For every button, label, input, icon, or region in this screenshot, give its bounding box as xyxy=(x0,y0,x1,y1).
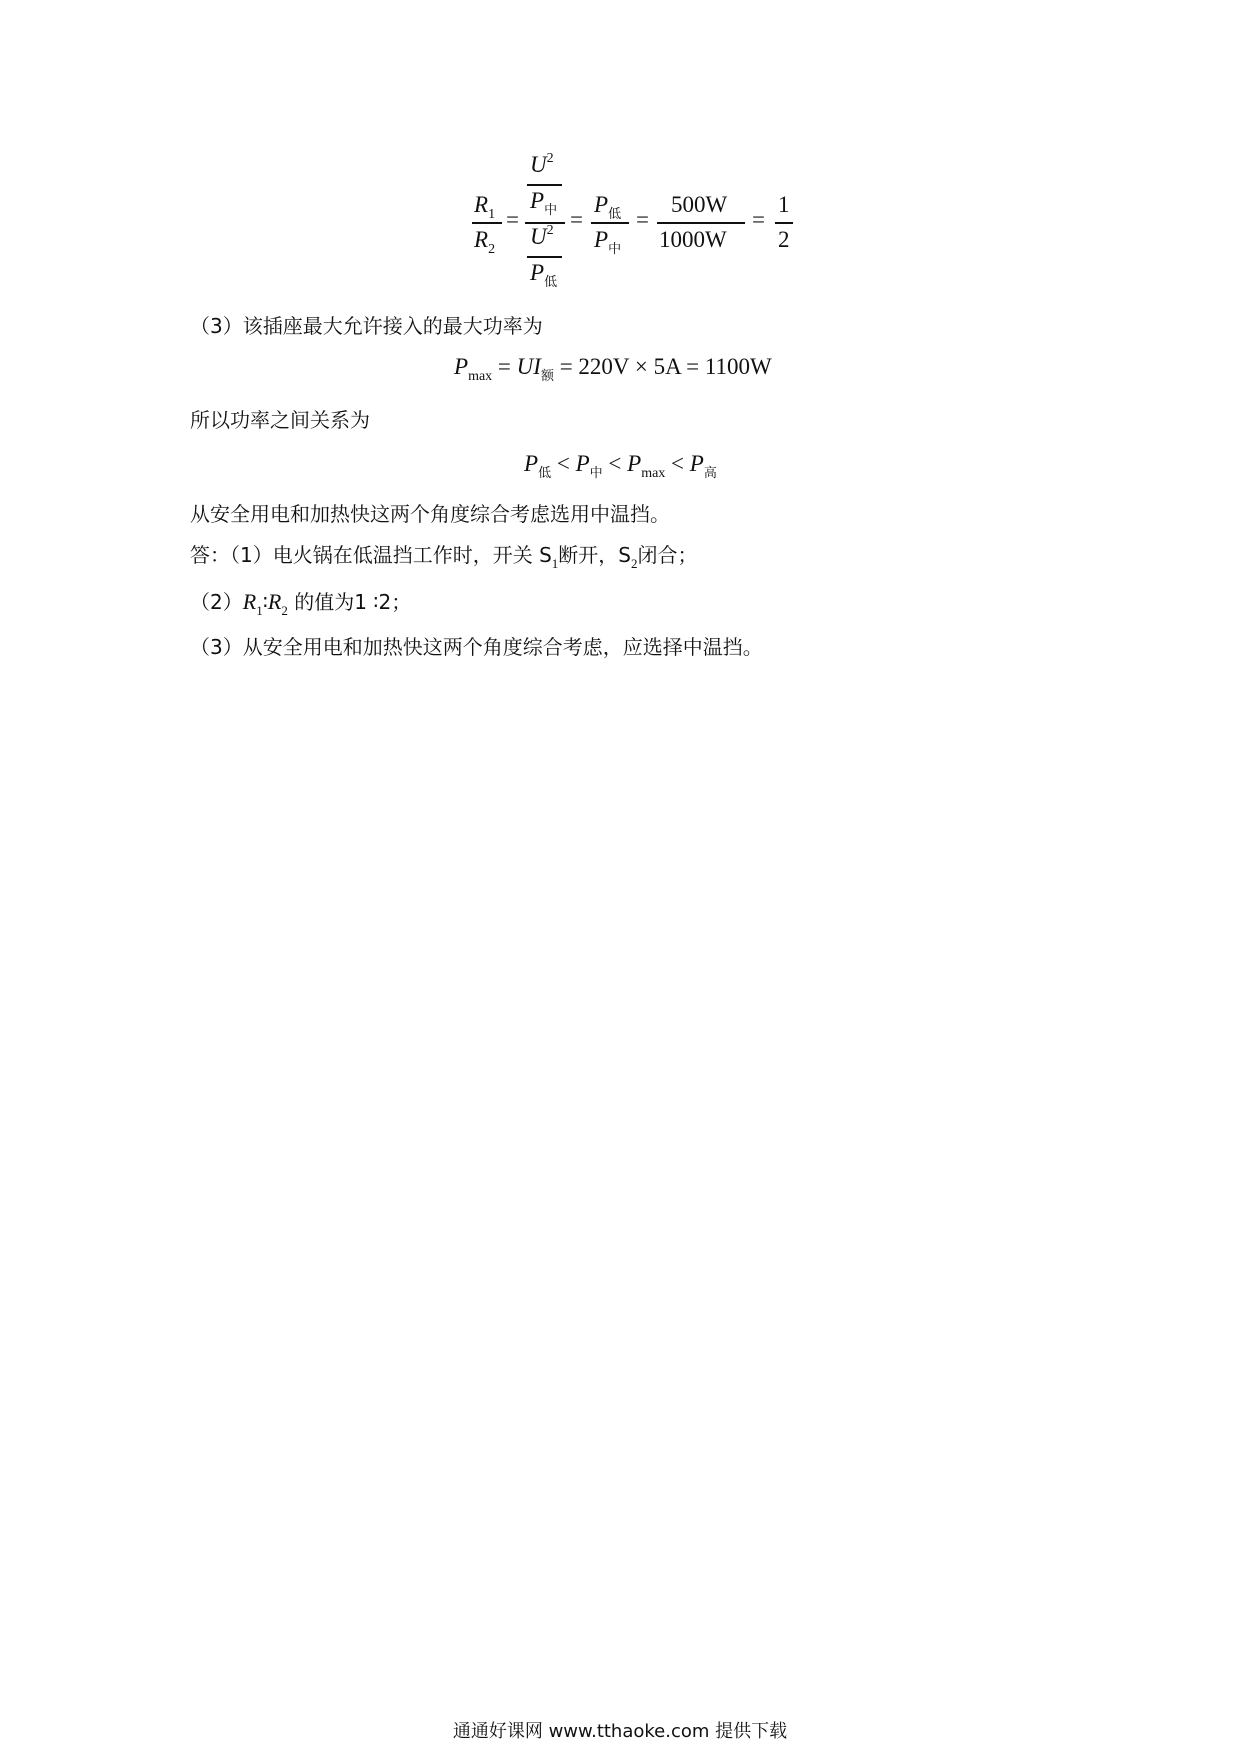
less-than: < xyxy=(602,451,628,476)
max-power-equation xyxy=(454,354,772,384)
p-mid-symbol: $P_中$ xyxy=(530,188,558,218)
denominator-2: 2 xyxy=(778,227,790,252)
p-mid-symbol: $P_中$ xyxy=(594,227,622,257)
mid-subscript: 中 xyxy=(589,466,603,481)
answer-2 xyxy=(190,588,411,619)
answer-3: （3）从安全用电和加热快这两个角度综合考虑，应选择中温挡。 xyxy=(190,635,763,659)
equals-sign: = xyxy=(636,207,649,232)
equals-sign: = xyxy=(570,207,583,232)
p-low-symbol: $P_低$ xyxy=(530,260,558,290)
power-relation xyxy=(524,451,717,481)
less-than: < xyxy=(665,451,690,476)
s2-subscript: 2 xyxy=(630,556,638,571)
r2-subscript: 2 xyxy=(281,603,288,618)
r2-symbol: $R_2$ xyxy=(474,227,496,257)
fraction-bar xyxy=(472,222,502,224)
fraction-bar xyxy=(527,184,562,186)
ratio-equation xyxy=(0,0,1240,300)
answer-2-label: （2） xyxy=(190,590,243,614)
p-high: P xyxy=(689,451,704,476)
p-symbol: P xyxy=(454,354,469,379)
high-subscript: 高 xyxy=(703,466,717,481)
numerator-1: 1 xyxy=(778,192,790,217)
answer-1 xyxy=(190,541,697,572)
relation-intro: 所以功率之间关系为 xyxy=(190,408,370,432)
p-mid: P xyxy=(575,451,590,476)
r1-subscript: 1 xyxy=(256,603,263,618)
fraction-bar xyxy=(657,222,745,224)
r1-symbol: $R_1$ xyxy=(474,192,496,222)
ratio-colon: ∶ xyxy=(262,590,268,614)
answer-1-text: 答：（1）电火锅在低温挡工作时，开关 S xyxy=(190,543,552,567)
fraction-bar xyxy=(775,222,793,224)
max-subscript: max xyxy=(468,369,493,384)
answer-2-text: 的值为1 ∶2； xyxy=(287,590,412,614)
r2-symbol: R xyxy=(267,589,282,614)
equals-sign: = xyxy=(752,207,765,232)
p-low-symbol: $P_低$ xyxy=(594,192,622,222)
r1-symbol: R xyxy=(242,589,257,614)
u-squared-bottom: $U^2$ xyxy=(530,223,554,249)
equals-sign: = xyxy=(506,207,519,232)
part3-intro: （3）该插座最大允许接入的最大功率为 xyxy=(190,314,543,338)
answer-1-text: 断开，S xyxy=(558,543,631,567)
power-calculation: = 220V × 5A = 1100W xyxy=(553,354,772,379)
denominator-1000w: 1000W xyxy=(659,227,727,252)
rated-subscript: 额 xyxy=(540,369,554,384)
page-footer: 通通好课网 www.tthaoke.com 提供下载 xyxy=(452,1721,788,1742)
equals-sign: = xyxy=(497,354,517,379)
p-low: P xyxy=(524,451,539,476)
numerator-500w: 500W xyxy=(671,192,728,217)
ui-symbol: UI xyxy=(516,354,541,379)
p-max: P xyxy=(627,451,642,476)
max-subscript: max xyxy=(641,466,666,481)
u-squared-top: $U^2$ xyxy=(530,151,554,177)
low-subscript: 低 xyxy=(538,466,552,481)
fraction-bar xyxy=(527,256,562,258)
less-than: < xyxy=(551,451,576,476)
fraction-bar xyxy=(591,222,629,224)
s1-subscript: 1 xyxy=(551,556,559,571)
answer-1-text: 闭合； xyxy=(637,543,698,567)
conclusion-text: 从安全用电和加热快这两个角度综合考虑选用中温挡。 xyxy=(190,502,670,526)
